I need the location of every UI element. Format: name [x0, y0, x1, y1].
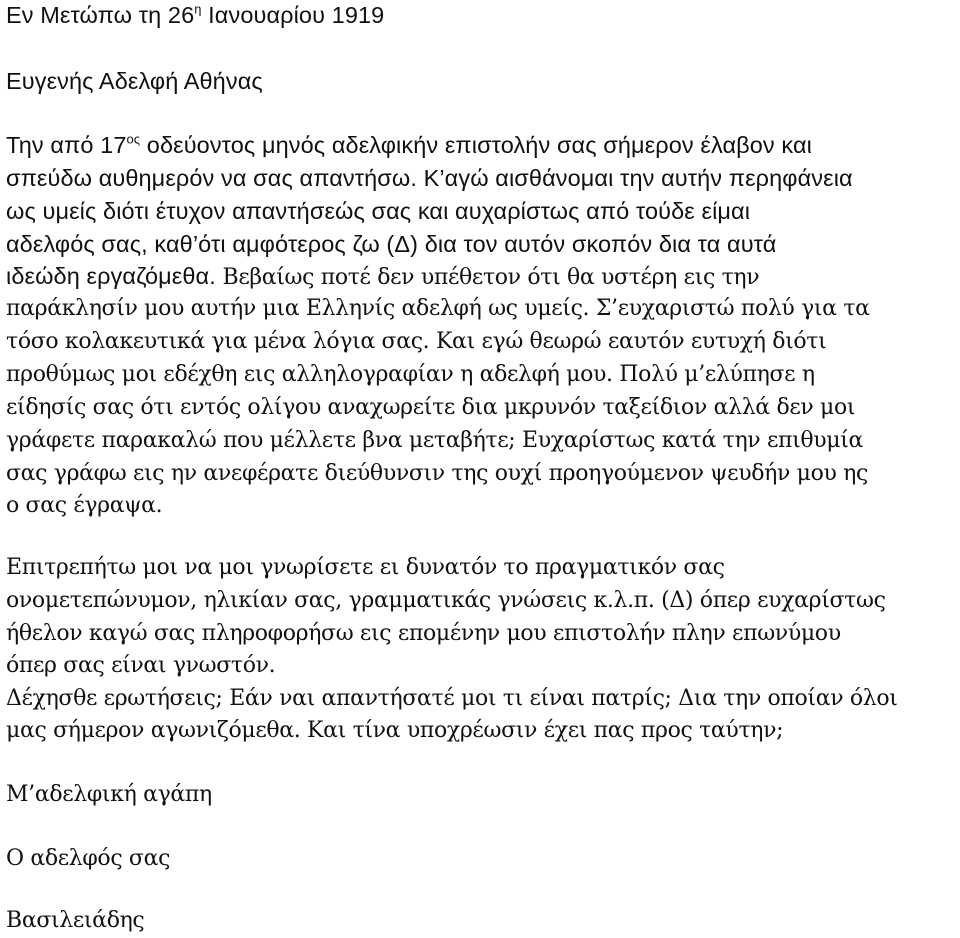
paragraph-1-line: είδησίς σας ότι εντός ολίγου αναχωρείτε δια μκρυνόν ταξείδιον αλλά δεν μοι — [6, 395, 856, 420]
letter-salutation: Ευγενής Αδελφή Αθήνας — [6, 68, 263, 94]
letter-closing: Μ’αδελφική αγάπη — [6, 782, 212, 807]
paragraph-1-line: ως υμείς διότι έτυχον απαντήσεώς σας και αυχαρίστως από τούδε είμαι — [6, 198, 751, 224]
paragraph-2-line: ονομετεπώνυμον, ηλικίαν σας, γραμματικάς γνώσεις κ.λ.π. (Δ) όπερ ευχαρίστως — [6, 588, 886, 613]
paragraph-1-line: σπεύδω αυθημερόν να σας απαντήσω. Κ’αγώ αισθάνομαι την αυτήν περηφάνεια — [6, 165, 853, 191]
paragraph-1-line: Την από $17^{o\varsigma}$ οδεύοντος μηνός αδελφικήν επιστολήν σας σήμερον έλαβον και — [6, 131, 812, 158]
letter-date: Εν Μετώπω τη $26^\eta$ Ιανουαρίου 1919 — [6, 1, 385, 28]
paragraph-1-line: προθύμως μοι εδέχθη εις αλληλογραφίαν η αδελφή μου. Πολύ μ’ελύπησε η — [6, 362, 815, 387]
letter-signature: Βασιλειάδης — [6, 908, 145, 933]
letter-closing-sender: Ο αδελφός σας — [6, 846, 171, 871]
paragraph-1-line: ο σας έγραψα. — [6, 493, 163, 518]
paragraph-2-line: μας σήμερον αγωνιζόμεθα. Και τίνα υποχρέωσιν έχει πας προς ταύτην; — [6, 718, 784, 743]
paragraph-1-line: σας γράφω εις ην ανεφέρατε διεύθυνσιν της ουχί προηγούμενον ψευδήν μου ης — [6, 461, 868, 486]
paragraph-2-line: Επιτρεπήτω μοι να μοι γνωρίσετε ει δυνατόν το πραγματικόν σας — [6, 555, 725, 580]
paragraph-2-line: όπερ σας είναι γνωστόν. — [6, 653, 276, 678]
paragraph-1-line: γράφετε παρακαλώ που μέλλετε βνα μεταβήτε; Ευχαρίστως κατά την επιθυμία — [6, 428, 864, 453]
paragraph-1-line: αδελφός σας, καθ’ότι αμφότερος ζω (Δ) δια τον αυτόν σκοπόν δια τα αυτά — [6, 231, 777, 257]
paragraph-1-line: τόσο κολακευτικά για μένα λόγια σας. Και εγώ θεωρώ εαυτόν ευτυχή διότι — [6, 329, 827, 354]
paragraph-1-line: παράκλησίν μου αυτήν μια Ελληνίς αδελφή ως υμείς. Σ’ευχαριστώ πολύ για τα — [6, 296, 870, 321]
paragraph-2-line: ήθελον καγώ σας πληροφορήσω εις επομένην μου επιστολήν πλην επωνύμου — [6, 621, 841, 646]
paragraph-1-line: ιδεώδη εργαζόμεθα. Βεβαίως ποτέ δεν υπέθετον ότι θα υστέρη εις την — [6, 263, 760, 290]
paragraph-2-line: Δέχησθε ερωτήσεις; Εάν ναι απαντήσατέ μοι τι είναι πατρίς; Δια την οποίαν όλοι — [6, 686, 898, 711]
